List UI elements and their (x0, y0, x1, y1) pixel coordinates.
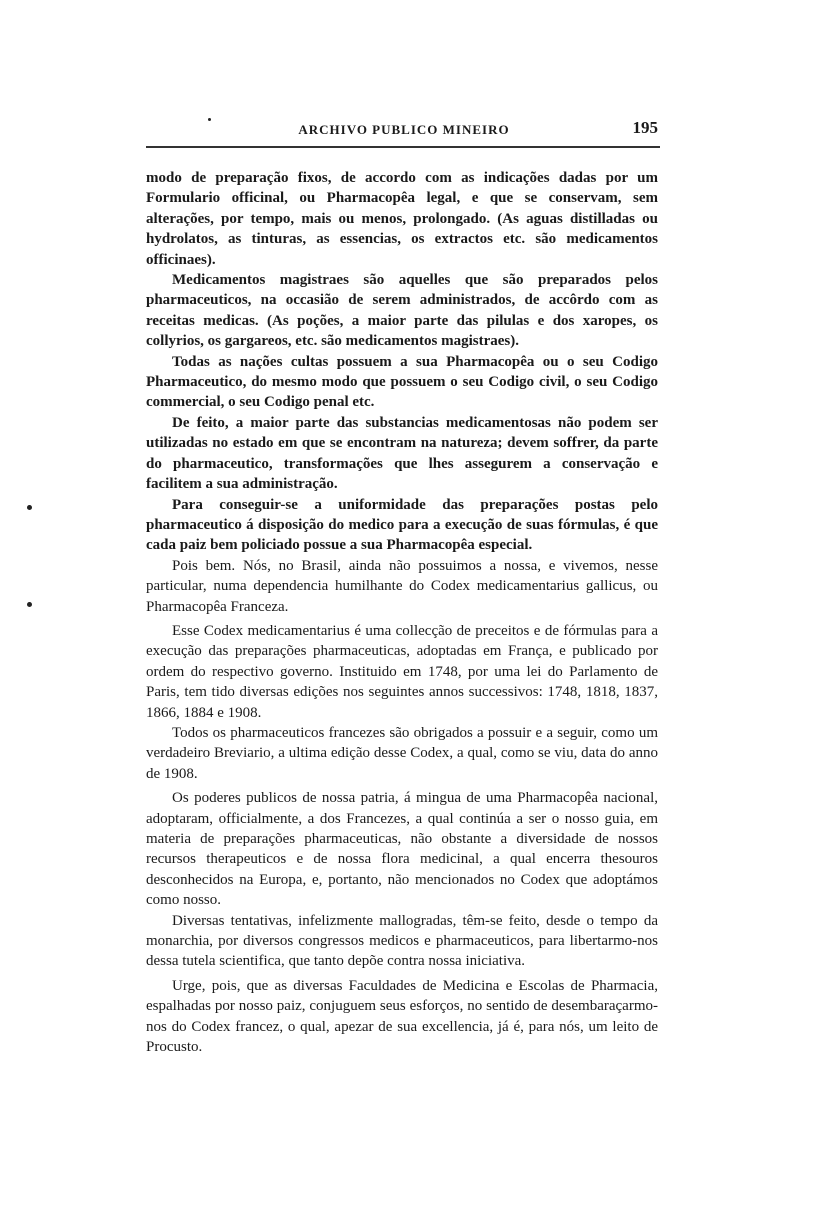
paragraph-poderes-publicos: Os poderes publicos de nossa patria, á mingua de uma Pharmacopêa nacional, adoptaram, officialmente, a dos Francezes, a qual continúa a ser o nosso guia, em materia de preparações pharmaceuticas, não obstante a diversidade de nossos recursos therapeuticos e de nossa flora medicinal, a qual encerra thesouros desconhecidos na Europa, e, portanto, não mencionados no Codex que adoptámos como nosso. (146, 790, 658, 909)
paragraph-pharmaceuticos-francezes: Todos os pharmaceuticos francezes são obrigados a possuir e a seguir, como um verdadeiro Breviario, a ultima edição desse Codex, a qual, como se viu, data do anno de 1908. (146, 724, 658, 782)
paragraph-tentativas: Diversas tentativas, infelizmente mallogradas, têm-se feito, desde o tempo da monarchia, por diversos congressos medicos e pharmaceuticos, para libertarmo-nos dessa tutela scientifica, que tanto depõe contra nossa iniciativa. (146, 912, 658, 970)
paragraph-uniformidade: Para conseguir-se a uniformidade das preparações postas pelo pharmaceutico á disposição do medico para a execução de suas fórmulas, é que cada paiz bem policiado possue a sua Pharmacopêa especial. (146, 496, 658, 554)
margin-speck (27, 602, 32, 607)
running-title: ARCHIVO PUBLICO MINEIRO (298, 122, 510, 137)
paragraph-de-feito: De feito, a maior parte das substancias medicamentosas não podem ser utilizadas no estado em que se encontram na natureza; devem soffrer, da parte do pharmaceutico, transformações que lhes assegurem a conservação e facilitem a sua administração. (146, 414, 658, 493)
margin-speck (27, 505, 32, 510)
page-header (148, 118, 660, 144)
page-number: 195 (632, 118, 658, 137)
margin-speck (208, 118, 211, 121)
paragraph-continuation: modo de preparação fixos, de accordo com as indicações dadas por um Formulario officinal, ou Pharmacopêa legal, e que se conservam, sem alterações, por tempo, mais ou menos, prolongado. (As aguas distilladas ou hydrolatos, as tinturas, as essencias, os extractos etc. são medicamentos officinaes). (146, 170, 658, 268)
paragraph-pois-bem: Pois bem. Nós, no Brasil, ainda não possuimos a nossa, e vivemos, nesse particular, numa dependencia humilhante do Codex medicamentarius gallicus, ou Pharmacopêa Franceza. (146, 557, 658, 615)
paragraph-urge: Urge, pois, que as diversas Faculdades de Medicina e Escolas de Pharmacia, espalhadas por nosso paiz, conjuguem seus esforços, no sentido de desembaraçarmo-nos do Codex francez, o qual, apezar de sua excellencia, já é, para nós, um leito de Procusto. (146, 977, 658, 1056)
body-text (146, 168, 658, 1057)
header-rule (146, 146, 660, 148)
paragraph-medicamentos-magistraes: Medicamentos magistraes são aquelles que são preparados pelos pharmaceuticos, na occasião de serem administrados, de accôrdo com as receitas medicas. (As poções, a maior parte das pilulas e dos xaropes, os collyrios, os gargareos, etc. são medicamentos magistraes). (146, 272, 658, 350)
paragraph-nacoes-cultas: Todas as nações cultas possuem a sua Pharmacopêa ou o seu Codigo Pharmaceutico, do mesmo modo que possuem o seu Codigo civil, o seu Codigo commercial, o seu Codigo penal etc. (146, 353, 658, 411)
paragraph-codex: Esse Codex medicamentarius é uma collecção de preceitos e de fórmulas para a execução das preparações pharmaceuticas, adoptadas em França, e publicado por ordem do respectivo governo. Instituido em 1748, por uma lei do Parlamento de Paris, tem tido diversas edições nos seguintes annos successivos: 1748, 1818, 1837, 1866, 1884 e 1908. (146, 622, 658, 721)
